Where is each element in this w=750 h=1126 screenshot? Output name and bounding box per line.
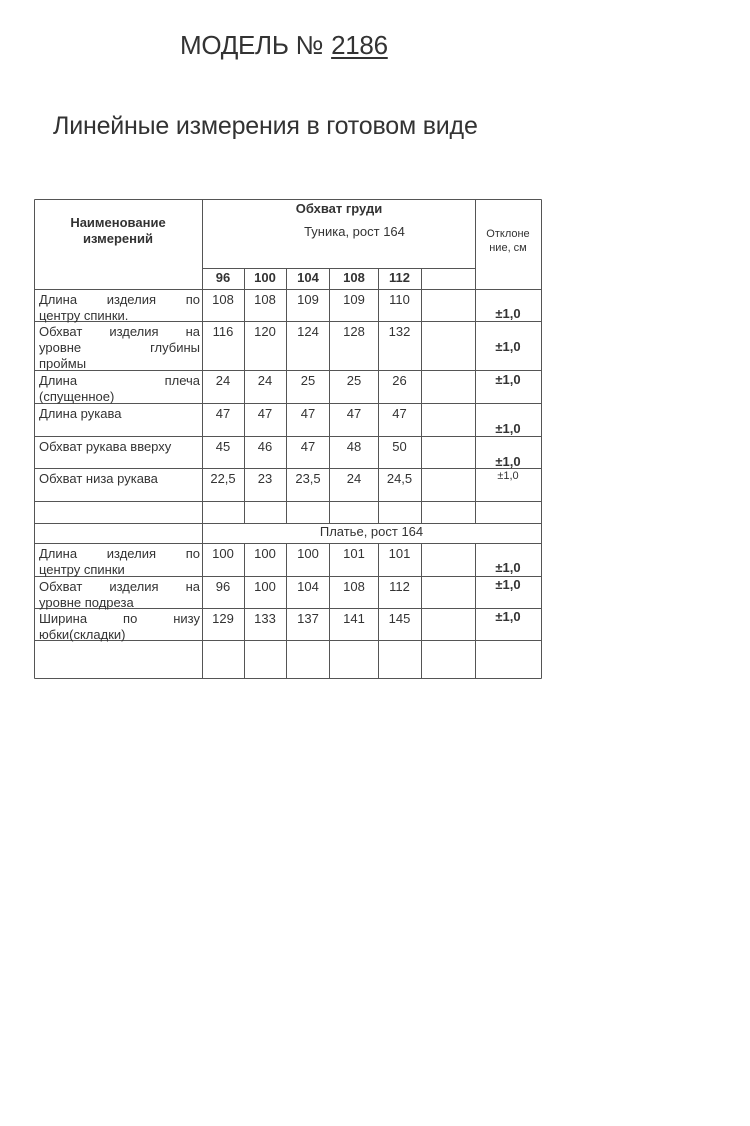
- name-header: Наименование измерений: [70, 215, 166, 246]
- tunic-row-label: [39, 292, 200, 324]
- tunic-row-value: 23,5: [295, 471, 321, 486]
- tunic-row-value: 47: [392, 406, 407, 421]
- tunic-row-deviation: ±1,0: [497, 470, 519, 482]
- dress-row-deviation: ±1,0: [495, 577, 521, 592]
- tunic-row-value: 24: [215, 373, 231, 388]
- tunic-row-value: 47: [300, 439, 316, 454]
- label-line: Обхват изделия на: [39, 579, 200, 594]
- tunic-row-value: 50: [392, 439, 407, 454]
- tunic-row-value: 48: [346, 439, 362, 454]
- dress-row-value: 100: [212, 546, 234, 561]
- tunic-row-deviation: ±1,0: [495, 339, 521, 354]
- dress-row-value: 100: [254, 579, 276, 594]
- dress-row-deviation: ±1,0: [495, 609, 521, 624]
- dress-row-value: 96: [215, 579, 231, 594]
- dress-row-label: [39, 546, 200, 578]
- dress-row-value: 101: [388, 546, 411, 561]
- tunic-row-value: 23: [257, 471, 273, 486]
- dress-row-value: 112: [389, 579, 410, 594]
- tunic-row-value: 132: [388, 324, 411, 339]
- tunic-row-deviation: ±1,0: [495, 454, 521, 469]
- tunic-row-label: [39, 471, 200, 487]
- tunic-row-label: [39, 373, 200, 405]
- tunic-row-deviation: ±1,0: [495, 372, 521, 387]
- tunic-row-value: 46: [257, 439, 273, 454]
- label-line: центру спинки.: [39, 308, 129, 323]
- tunic-row-value: 120: [254, 324, 276, 339]
- tunic-row-value: 25: [346, 373, 362, 388]
- tunic-row-value: 108: [254, 292, 276, 307]
- tunic-row-deviation: ±1,0: [495, 306, 521, 321]
- tunic-row-value: 47: [346, 406, 362, 421]
- dress-row-label: [39, 611, 200, 643]
- dress-row-value: 104: [297, 579, 319, 594]
- tunic-row-value: 24,5: [386, 471, 413, 486]
- dress-row-value: 101: [343, 546, 365, 561]
- label-line: Обхват изделия на: [39, 324, 200, 339]
- tunic-row-value: 109: [343, 292, 365, 307]
- model-title: [180, 30, 388, 61]
- size-100: 100: [254, 270, 276, 285]
- deviation-header: Отклоне ние, см: [486, 228, 530, 254]
- tunic-row-value: 128: [343, 324, 365, 339]
- model-label: МОДЕЛЬ №: [180, 30, 324, 60]
- tunic-row-value: 45: [215, 439, 231, 454]
- tunic-row-value: 47: [215, 406, 231, 421]
- tunic-row-value: 26: [392, 373, 407, 388]
- tunic-row-value: 47: [300, 406, 316, 421]
- tunic-row-value: 22,5: [210, 471, 236, 486]
- tunic-row-value: 108: [212, 292, 234, 307]
- size-112: 112: [389, 270, 410, 285]
- size-96: 96: [215, 270, 231, 285]
- label-line: центру спинки: [39, 562, 125, 577]
- label-line: Ширина по низу: [39, 611, 200, 626]
- tunic-row-value: 25: [300, 373, 316, 388]
- tunic-row-label: [39, 406, 200, 422]
- label-line: (спущенное): [39, 389, 115, 404]
- size-108: 108: [343, 270, 365, 285]
- tunic-row-value: 24: [257, 373, 273, 388]
- dress-row-value: 100: [297, 546, 319, 561]
- measurements-table: [34, 199, 542, 679]
- tunic-row-value: 109: [297, 292, 319, 307]
- label-line: Длина изделия по: [39, 546, 200, 561]
- dress-row-value: 129: [212, 611, 234, 626]
- size-104: 104: [297, 270, 319, 285]
- tunic-row-value: 47: [257, 406, 273, 421]
- label-line: уровне подреза: [39, 595, 134, 610]
- label-line: Обхват низа рукава: [39, 471, 158, 486]
- label-line: проймы: [39, 356, 87, 371]
- dress-row-value: 141: [343, 611, 365, 626]
- dress-row-value: 108: [343, 579, 365, 594]
- label-line: Длина плеча: [39, 373, 200, 388]
- label-line: Длина рукава: [39, 406, 122, 421]
- model-number: 2186: [331, 30, 388, 60]
- label-line: уровне глубины: [39, 340, 200, 355]
- tunic-row-value: 24: [346, 471, 362, 486]
- dress-header: Платье, рост 164: [319, 524, 424, 539]
- tunic-header: Туника, рост 164: [304, 224, 405, 239]
- dress-row-label: [39, 579, 200, 611]
- tunic-row-value: 116: [212, 324, 234, 339]
- dress-row-deviation: ±1,0: [495, 560, 521, 575]
- tunic-row-label: [39, 324, 200, 372]
- tunic-row-value: 124: [297, 324, 319, 339]
- dress-row-value: 133: [254, 611, 276, 626]
- dress-row-value: 145: [388, 611, 411, 626]
- tunic-row-value: 110: [389, 292, 410, 307]
- label-line: Длина изделия по: [39, 292, 200, 307]
- label-line: юбки(складки): [39, 627, 126, 642]
- tunic-row-deviation: ±1,0: [495, 421, 521, 436]
- dress-row-value: 100: [254, 546, 276, 561]
- page-subtitle: Линейные измерения в готовом виде: [53, 112, 478, 140]
- tunic-row-label: [39, 439, 200, 455]
- dress-row-value: 137: [297, 611, 319, 626]
- bust-header: Обхват груди: [295, 201, 383, 216]
- label-line: Обхват рукава вверху: [39, 439, 172, 454]
